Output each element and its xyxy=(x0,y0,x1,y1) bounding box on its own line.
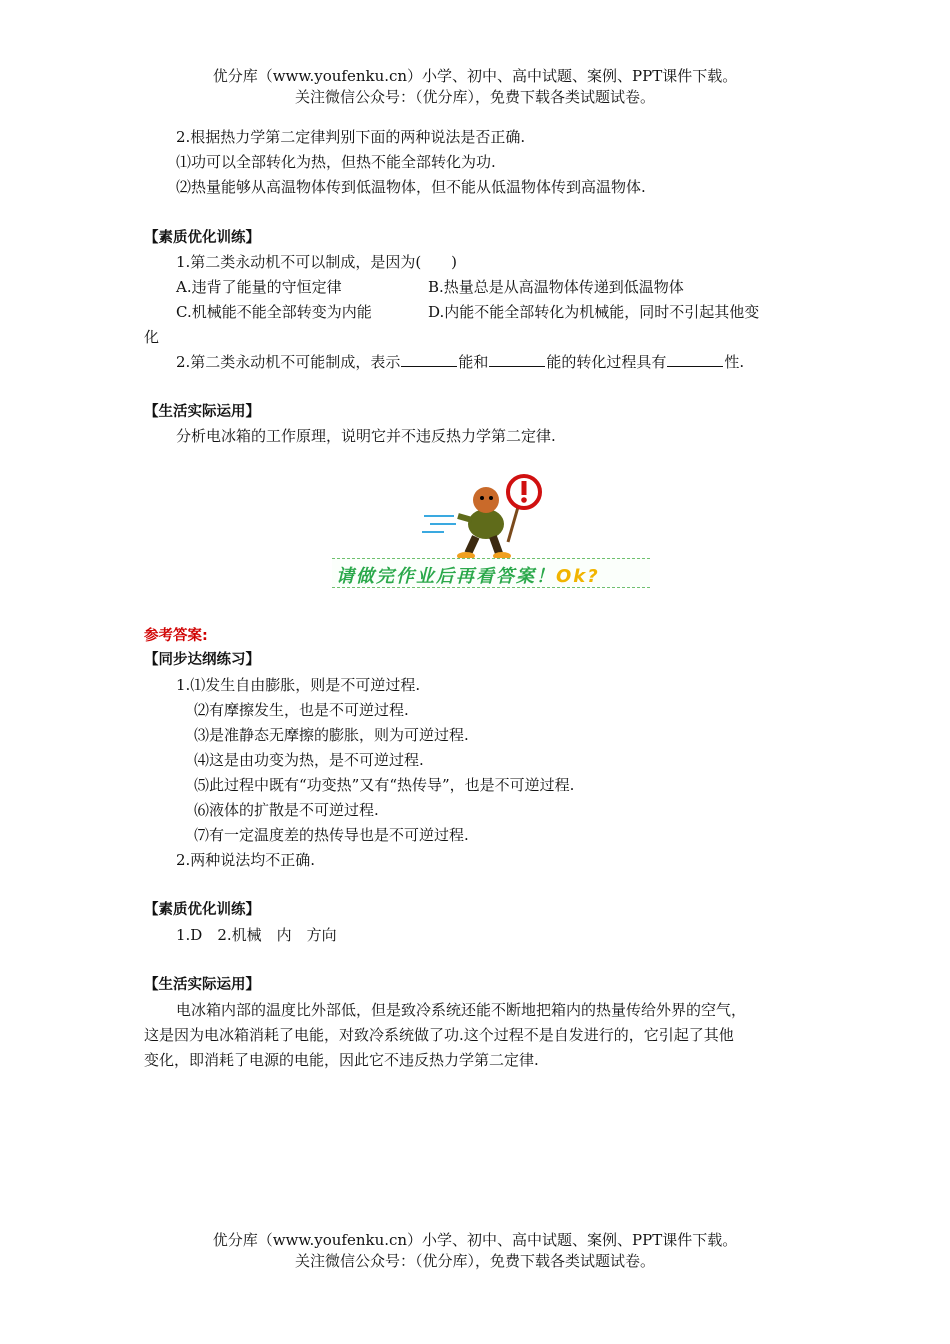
banner-text-wrapper xyxy=(336,562,600,588)
answers-life-line-2: 这是因为电冰箱消耗了电能，对致冷系统做了功.这个过程不是自发进行的，它引起了其他 xyxy=(144,1026,734,1044)
life-question: 分析电冰箱的工作原理，说明它并不违反热力学第二定律. xyxy=(176,427,556,445)
option-d: D.内能不能全部转化为机械能，同时不引起其他变 xyxy=(428,303,760,321)
fill-blank-3 xyxy=(667,352,723,367)
option-b: B.热量总是从高温物体传递到低温物体 xyxy=(428,278,684,296)
quality-section-title: 【素质优化训练】 xyxy=(144,230,260,246)
footer-line-1: 优分库（www.youfenku.cn）小学、初中、高中试题、案例、PPT课件下载。 xyxy=(212,1231,738,1249)
banner-ok-text: Ok? xyxy=(556,566,600,587)
answers-life-line-1: 电冰箱内部的温度比外部低，但是致冷系统还能不断地把箱内的热量传给外界的空气， xyxy=(176,1001,747,1019)
option-c: C.机械能不能全部转变为内能 xyxy=(176,303,372,321)
answer-1-7: ⑺有一定温度差的热传导也是不可逆过程. xyxy=(194,826,469,844)
option-a: A.违背了能量的守恒定律 xyxy=(176,278,342,296)
quality-q2-part-c: 能的转化过程具有 xyxy=(546,353,667,371)
q2-part-1: ⑴功可以全部转化为热，但热不能全部转化为功. xyxy=(176,153,496,171)
runner-body xyxy=(468,509,504,539)
answer-1-1: 1.⑴发生自由膨胀，则是不可逆过程. xyxy=(176,676,421,694)
answer-1-2: ⑵有摩擦发生，也是不可逆过程. xyxy=(194,701,409,719)
footer-line-2: 关注微信公众号：（优分库），免费下载各类试题试卷。 xyxy=(294,1252,655,1270)
answers-quality-title: 【素质优化训练】 xyxy=(144,902,260,918)
fill-blank-2 xyxy=(489,352,545,367)
answers-life-title: 【生活实际运用】 xyxy=(144,977,260,993)
runner-head xyxy=(473,487,499,513)
answer-1-4: ⑷这是由功变为热，是不可逆过程. xyxy=(194,751,424,769)
cartoon-runner-illustration xyxy=(420,472,550,564)
answer-1-6: ⑹液体的扩散是不可逆过程. xyxy=(194,801,379,819)
speed-lines xyxy=(422,516,456,532)
answer-reminder-banner xyxy=(332,558,650,588)
option-d-continued: 化 xyxy=(144,328,160,346)
life-section-title: 【生活实际运用】 xyxy=(144,404,260,420)
answers-title: 参考答案: xyxy=(144,628,208,644)
banner-text: 请做完作业后再看答案！ xyxy=(336,566,556,587)
quality-q2 xyxy=(176,352,744,372)
quality-q2-part-d: 性. xyxy=(724,353,745,371)
header-line-1: 优分库（www.youfenku.cn）小学、初中、高中试题、案例、PPT课件下载。 xyxy=(212,67,738,85)
quality-q2-part-b: 能和 xyxy=(458,353,489,371)
header-line-2: 关注微信公众号：（优分库），免费下载各类试题试卷。 xyxy=(294,88,655,106)
quality-q1: 1.第二类永动机不可以制成，是因为( ) xyxy=(176,253,458,271)
answer-2: 2.两种说法均不正确. xyxy=(176,851,316,869)
answers-quality-content: 1.D 2.机械 内 方向 xyxy=(176,926,337,944)
fill-blank-1 xyxy=(401,352,457,367)
sync-section-title: 【同步达纲练习】 xyxy=(144,652,260,668)
q2-part-2: ⑵热量能够从高温物体传到低温物体，但不能从低温物体传到高温物体. xyxy=(176,178,646,196)
answer-1-5: ⑸此过程中既有“功变热”又有“热传导”，也是不可逆过程. xyxy=(194,776,575,794)
answer-1-3: ⑶是准静态无摩擦的膨胀，则为可逆过程. xyxy=(194,726,469,744)
q2-stem: 2.根据热力学第二定律判别下面的两种说法是否正确. xyxy=(176,128,526,146)
answers-life-line-3: 变化，即消耗了电源的电能，因此它不违反热力学第二定律. xyxy=(144,1051,539,1069)
quality-q2-part-a: 2.第二类永动机不可能制成，表示 xyxy=(176,353,401,371)
